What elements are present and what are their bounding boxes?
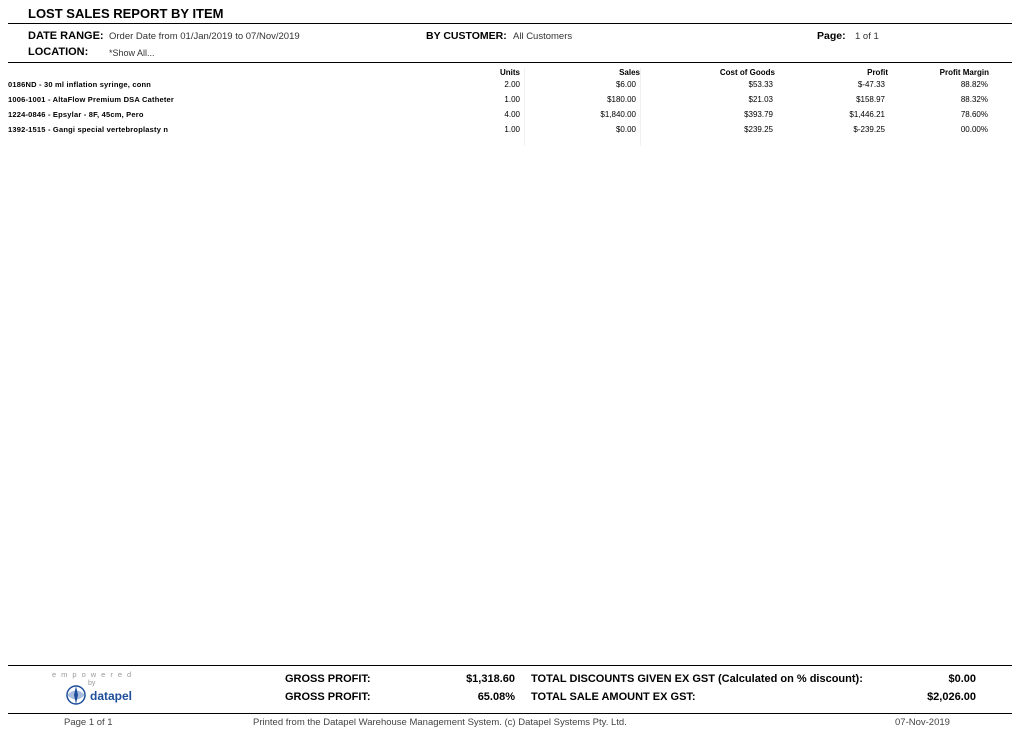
total-sale-amount-value: $2,026.00 [927, 691, 976, 703]
sales-cell: $0.00 [615, 125, 636, 134]
page-value: 1 of 1 [855, 31, 879, 42]
cost-cell: $53.33 [748, 80, 773, 89]
profit-cell: $158.97 [856, 95, 885, 104]
item-name: 1392-1515 - Gangi special vertebroplasty n [8, 125, 169, 134]
datapel-logo-text: datapel [90, 689, 133, 703]
footer-top-rule [8, 665, 1012, 666]
margin-cell: 78.60% [960, 110, 988, 119]
header-cost-of-goods: Cost of Goods [719, 68, 775, 77]
table-row [0, 80, 1022, 92]
title-underline [8, 23, 1012, 24]
location-value: *Show All... [109, 48, 155, 58]
total-sale-amount-label: TOTAL SALE AMOUNT EX GST: [531, 691, 696, 703]
total-discounts-value: $0.00 [948, 673, 976, 685]
gross-profit-amount: $1,318.60 [466, 673, 515, 685]
total-discounts-label: TOTAL DISCOUNTS GIVEN EX GST (Calculated on % discount): [531, 673, 863, 685]
location-label: LOCATION: [28, 46, 89, 58]
profit-cell: $1,446.21 [849, 110, 885, 119]
item-name: 1006-1001 - AltaFlow Premium DSA Catheter [8, 95, 175, 104]
by-customer-value: All Customers [513, 31, 573, 42]
margin-cell: 88.82% [960, 80, 988, 89]
header-units: Units [500, 68, 520, 77]
date-range-label: DATE RANGE: [28, 30, 104, 42]
header-profit: Profit [867, 68, 888, 77]
header-profit-margin: Profit Margin [939, 68, 989, 77]
margin-cell: 00.00% [960, 125, 988, 134]
table-row [0, 110, 1022, 122]
date-range-value: Order Date from 01/Jan/2019 to 07/Nov/2019 [109, 31, 300, 42]
sales-cell: $180.00 [607, 95, 636, 104]
by-text: by [88, 680, 96, 687]
footer-page-number: Page 1 of 1 [64, 717, 113, 728]
cost-cell: $239.25 [744, 125, 773, 134]
cost-cell: $21.03 [748, 95, 773, 104]
item-name: 1224-0846 - Epsylar - 8F, 45cm, Pero [8, 110, 144, 119]
datapel-logo-icon [64, 684, 88, 706]
footer-bottom-rule [8, 713, 1012, 714]
table-row [0, 125, 1022, 137]
sales-cell: $6.00 [615, 80, 636, 89]
empowered-text: empowered [52, 670, 137, 679]
units-cell: 4.00 [504, 110, 520, 119]
item-name: 0186ND - 30 ml inflation syringe, conn [8, 80, 152, 89]
margin-cell: 88.32% [960, 95, 988, 104]
footer-print-date: 07-Nov-2019 [895, 717, 950, 728]
units-cell: 1.00 [504, 125, 520, 134]
gross-profit-label: GROSS PROFIT: [285, 673, 371, 685]
gross-profit-percent: 65.08% [477, 691, 515, 703]
gross-profit-percent-label: GROSS PROFIT: [285, 691, 371, 703]
header-divider [8, 62, 1012, 63]
units-cell: 1.00 [504, 95, 520, 104]
cost-cell: $393.79 [744, 110, 773, 119]
sales-cell: $1,840.00 [600, 110, 636, 119]
units-cell: 2.00 [504, 80, 520, 89]
header-sales: Sales [619, 68, 640, 77]
profit-cell: $-47.33 [857, 80, 885, 89]
by-customer-label: BY CUSTOMER: [426, 30, 507, 42]
footer-printed-from: Printed from the Datapel Warehouse Management System. (c) Datapel Systems Pty. Ltd. [253, 717, 627, 728]
table-row [0, 95, 1022, 107]
report-title: LOST SALES REPORT BY ITEM [28, 6, 224, 21]
profit-cell: $-239.25 [853, 125, 885, 134]
page-label: Page: [817, 30, 846, 42]
